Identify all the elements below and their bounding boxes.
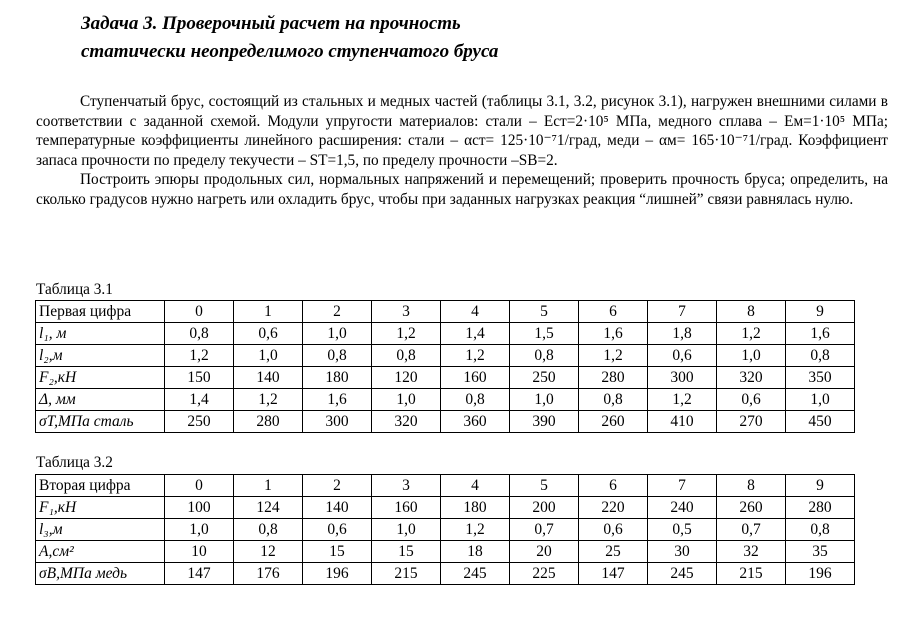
column-header: 6 [579, 301, 648, 323]
table-cell: 0,6 [579, 519, 648, 541]
table-cell: 1,0 [786, 389, 855, 411]
table-cell: 245 [648, 563, 717, 585]
table-cell: 160 [372, 497, 441, 519]
table-cell: 215 [717, 563, 786, 585]
table-3-2 [35, 474, 855, 585]
table-cell: 450 [786, 411, 855, 433]
row-label: σB,МПа медь [36, 563, 165, 585]
row-label: F₂,кН [36, 367, 165, 389]
column-header: 8 [717, 301, 786, 323]
column-header: 8 [717, 475, 786, 497]
table-cell: 30 [648, 541, 717, 563]
table-cell: 0,8 [510, 345, 579, 367]
column-header: 1 [234, 475, 303, 497]
task-title [81, 10, 498, 66]
table-cell: 147 [579, 563, 648, 585]
table-cell: 100 [165, 497, 234, 519]
table-cell: 0,8 [579, 389, 648, 411]
table-cell: 180 [441, 497, 510, 519]
column-header: 2 [303, 475, 372, 497]
table-cell: 12 [234, 541, 303, 563]
table-row [36, 563, 855, 585]
table-cell: 18 [441, 541, 510, 563]
row-label: Δ, мм [36, 389, 165, 411]
row-label: l₂,м [36, 345, 165, 367]
table1-caption: Таблица 3.1 [36, 281, 113, 298]
column-header: 1 [234, 301, 303, 323]
table-cell: 1,2 [717, 323, 786, 345]
table-row [36, 323, 855, 345]
table-3-1 [35, 300, 855, 433]
table-row [36, 411, 855, 433]
column-header: 2 [303, 301, 372, 323]
table-cell: 150 [165, 367, 234, 389]
table-cell: 0,8 [786, 345, 855, 367]
table-cell: 0,6 [717, 389, 786, 411]
table-cell: 225 [510, 563, 579, 585]
table-cell: 0,7 [510, 519, 579, 541]
table-cell: 196 [786, 563, 855, 585]
table-cell: 1,0 [165, 519, 234, 541]
table-cell: 215 [372, 563, 441, 585]
table-cell: 1,2 [648, 389, 717, 411]
table-cell: 32 [717, 541, 786, 563]
table-cell: 245 [441, 563, 510, 585]
table-cell: 160 [441, 367, 510, 389]
table-cell: 320 [372, 411, 441, 433]
table-cell: 270 [717, 411, 786, 433]
table-cell: 1,6 [579, 323, 648, 345]
paragraph-assignment: Построить эпюры продольных сил, нормальных напряжений и перемещений; проверить прочность бруса; определить, на сколько градусов нужно нагреть или охладить брус, чтобы при заданных нагрузках реакция “лишней” связи равнялась нулю. [36, 171, 888, 208]
table-cell: 0,8 [372, 345, 441, 367]
table-cell: 0,5 [648, 519, 717, 541]
table-row [36, 389, 855, 411]
column-header: 5 [510, 475, 579, 497]
table-cell: 240 [648, 497, 717, 519]
table-cell: 0,6 [234, 323, 303, 345]
table-cell: 250 [510, 367, 579, 389]
table-cell: 0,7 [717, 519, 786, 541]
table-header-row [36, 475, 855, 497]
header-label: Первая цифра [36, 301, 165, 323]
column-header: 0 [165, 475, 234, 497]
table-cell: 1,2 [372, 323, 441, 345]
table-cell: 124 [234, 497, 303, 519]
header-label: Вторая цифра [36, 475, 165, 497]
table-cell: 15 [303, 541, 372, 563]
table-header-row [36, 301, 855, 323]
table-cell: 390 [510, 411, 579, 433]
table-row [36, 345, 855, 367]
table-cell: 196 [303, 563, 372, 585]
column-header: 5 [510, 301, 579, 323]
table-cell: 1,2 [441, 345, 510, 367]
table-cell: 1,0 [372, 519, 441, 541]
column-header: 7 [648, 301, 717, 323]
table-cell: 200 [510, 497, 579, 519]
table-row [36, 519, 855, 541]
table-cell: 1,5 [510, 323, 579, 345]
table-cell: 250 [165, 411, 234, 433]
table-cell: 1,6 [786, 323, 855, 345]
table-cell: 0,8 [234, 519, 303, 541]
row-label: σT,МПа сталь [36, 411, 165, 433]
title-line-1: Задача 3. Проверочный расчет на прочность [81, 13, 461, 34]
table-cell: 35 [786, 541, 855, 563]
row-label: F₁,кН [36, 497, 165, 519]
table-cell: 1,0 [234, 345, 303, 367]
table-cell: 0,6 [303, 519, 372, 541]
table-cell: 120 [372, 367, 441, 389]
table-cell: 0,8 [786, 519, 855, 541]
table-cell: 1,8 [648, 323, 717, 345]
table-cell: 410 [648, 411, 717, 433]
table-cell: 1,4 [165, 389, 234, 411]
column-header: 0 [165, 301, 234, 323]
table-cell: 1,2 [441, 519, 510, 541]
table-cell: 300 [648, 367, 717, 389]
row-label: A,см² [36, 541, 165, 563]
table-cell: 0,8 [441, 389, 510, 411]
column-header: 4 [441, 475, 510, 497]
table-cell: 300 [303, 411, 372, 433]
table-cell: 1,0 [372, 389, 441, 411]
table-cell: 25 [579, 541, 648, 563]
table-cell: 260 [717, 497, 786, 519]
table-cell: 350 [786, 367, 855, 389]
column-header: 4 [441, 301, 510, 323]
table-cell: 10 [165, 541, 234, 563]
table-cell: 140 [234, 367, 303, 389]
column-header: 9 [786, 475, 855, 497]
column-header: 3 [372, 475, 441, 497]
column-header: 6 [579, 475, 648, 497]
table-cell: 0,8 [165, 323, 234, 345]
table-cell: 1,0 [510, 389, 579, 411]
paragraph-conditions: Ступенчатый брус, состоящий из стальных и медных частей (таблицы 3.1, 3.2, рисунок 3.1), нагружен внешними силами в соответствии с заданной схемой. Модули упругости материалов: стали – Eст=2·10⁵ МПа, медного сплава – Eм=1·10⁵ МПа; температурные коэффициенты линейного расширения: стали – αст= 125·10⁻⁷1/град, меди – αм= 165·10⁻⁷1/град. Коэффициент запаса прочности по пределу текучести – ST=1,5, по пределу прочности –SB=2. [36, 93, 888, 169]
table-cell: 360 [441, 411, 510, 433]
column-header: 9 [786, 301, 855, 323]
table-cell: 280 [786, 497, 855, 519]
table-row [36, 367, 855, 389]
title-line-2: статически неопределимого ступенчатого бруса [81, 41, 499, 62]
table-cell: 280 [234, 411, 303, 433]
table-cell: 147 [165, 563, 234, 585]
table-cell: 260 [579, 411, 648, 433]
table-cell: 20 [510, 541, 579, 563]
task-description [36, 92, 888, 210]
table-row [36, 497, 855, 519]
table-cell: 180 [303, 367, 372, 389]
column-header: 3 [372, 301, 441, 323]
table-row [36, 541, 855, 563]
table-cell: 1,0 [303, 323, 372, 345]
table-cell: 176 [234, 563, 303, 585]
table-cell: 280 [579, 367, 648, 389]
row-label: l₃,м [36, 519, 165, 541]
table-cell: 1,2 [165, 345, 234, 367]
table-cell: 15 [372, 541, 441, 563]
table-cell: 1,6 [303, 389, 372, 411]
table-cell: 320 [717, 367, 786, 389]
table-cell: 1,0 [717, 345, 786, 367]
column-header: 7 [648, 475, 717, 497]
table-cell: 1,2 [579, 345, 648, 367]
table-cell: 220 [579, 497, 648, 519]
row-label: l₁, м [36, 323, 165, 345]
table-cell: 140 [303, 497, 372, 519]
table-cell: 0,8 [303, 345, 372, 367]
table-cell: 1,2 [234, 389, 303, 411]
table2-caption: Таблица 3.2 [36, 454, 113, 471]
table-cell: 0,6 [648, 345, 717, 367]
table-cell: 1,4 [441, 323, 510, 345]
